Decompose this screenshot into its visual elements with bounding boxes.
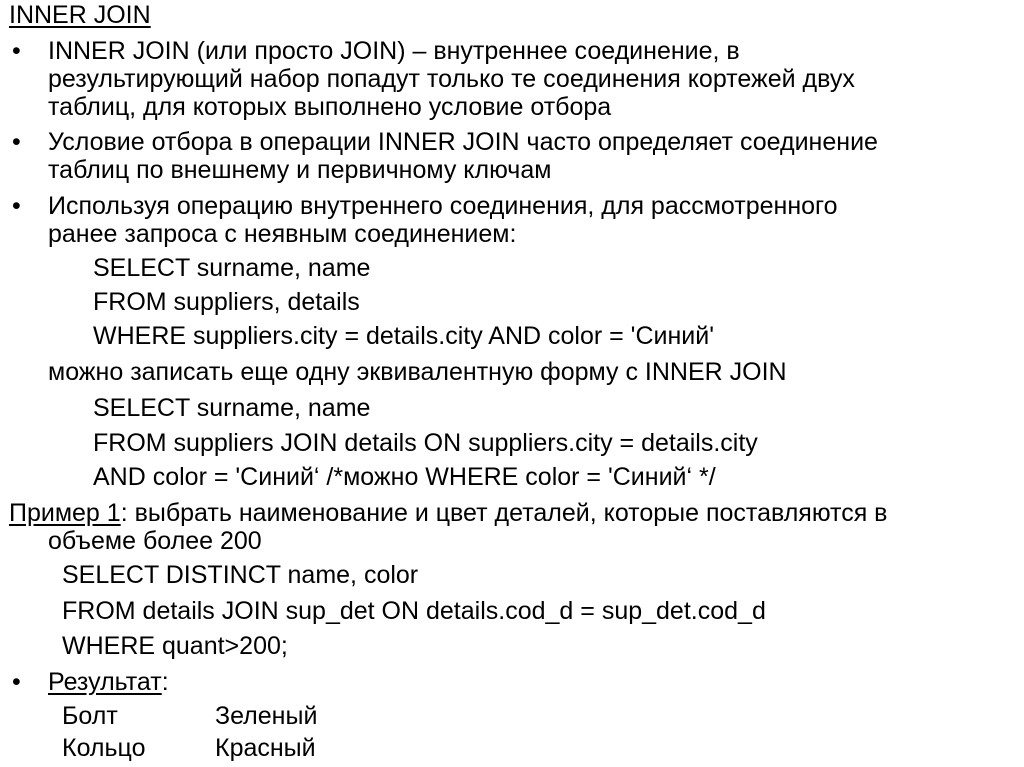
query-1-line-2: FROM suppliers, details	[93, 288, 360, 316]
bullet-2-line-2: таблиц по внешнему и первичному ключам	[48, 156, 552, 184]
slide-title: INNER JOIN	[9, 1, 151, 29]
bullet-1-line-3: таблиц, для которых выполнено условие отбора	[48, 93, 612, 121]
example-1-label: Пример 1	[9, 499, 121, 527]
query-3-line-3: WHERE quant>200;	[62, 632, 288, 660]
example-1-line-1	[9, 498, 887, 528]
bullet-1-line-2: результирующий набор попадут только те соединения кортежей двух	[48, 65, 855, 93]
result-row-name: Кольцо	[62, 734, 146, 762]
bullet-3-marker: •	[12, 192, 21, 220]
result-row-color: Зеленый	[215, 702, 318, 730]
result-row-color: Красный	[215, 734, 316, 762]
result-colon: :	[161, 668, 169, 696]
query-3-line-2: FROM details JOIN sup_det ON details.cod_d = sup_det.cod_d	[62, 597, 766, 625]
bullet-1-marker: •	[12, 37, 21, 65]
bullet-3-line-1: Используя операцию внутреннего соединения, для рассмотренного	[48, 192, 838, 220]
bullet-1-line-1: INNER JOIN (или просто JOIN) – внутреннее соединение, в	[48, 37, 740, 65]
query-1-line-3: WHERE suppliers.city = details.city AND color = 'Синий'	[93, 322, 714, 350]
result-bullet-marker: •	[12, 668, 21, 696]
equivalent-form-text: можно записать еще одну эквивалентную форму с INNER JOIN	[48, 358, 787, 386]
result-heading	[48, 667, 169, 697]
bullet-3-line-2: ранее запроса с неявным соединением:	[48, 220, 517, 248]
bullet-2-marker: •	[12, 128, 21, 156]
query-2-line-1: SELECT surname, name	[93, 394, 371, 422]
query-3-line-1: SELECT DISTINCT name, color	[62, 561, 419, 589]
result-label: Результат	[48, 668, 162, 696]
query-1-line-1: SELECT surname, name	[93, 254, 371, 282]
example-1-line-2: объеме более 200	[48, 527, 262, 555]
bullet-2-line-1: Условие отбора в операции INNER JOIN часто определяет соединение	[48, 128, 878, 156]
query-2-line-3: AND color = 'Синий‘ /*можно WHERE color = 'Синий‘ */	[93, 463, 716, 491]
example-1-description: : выбрать наименование и цвет деталей, которые поставляются в	[120, 499, 888, 527]
query-2-line-2: FROM suppliers JOIN details ON suppliers.city = details.city	[93, 429, 758, 457]
result-row-name: Болт	[62, 702, 118, 730]
